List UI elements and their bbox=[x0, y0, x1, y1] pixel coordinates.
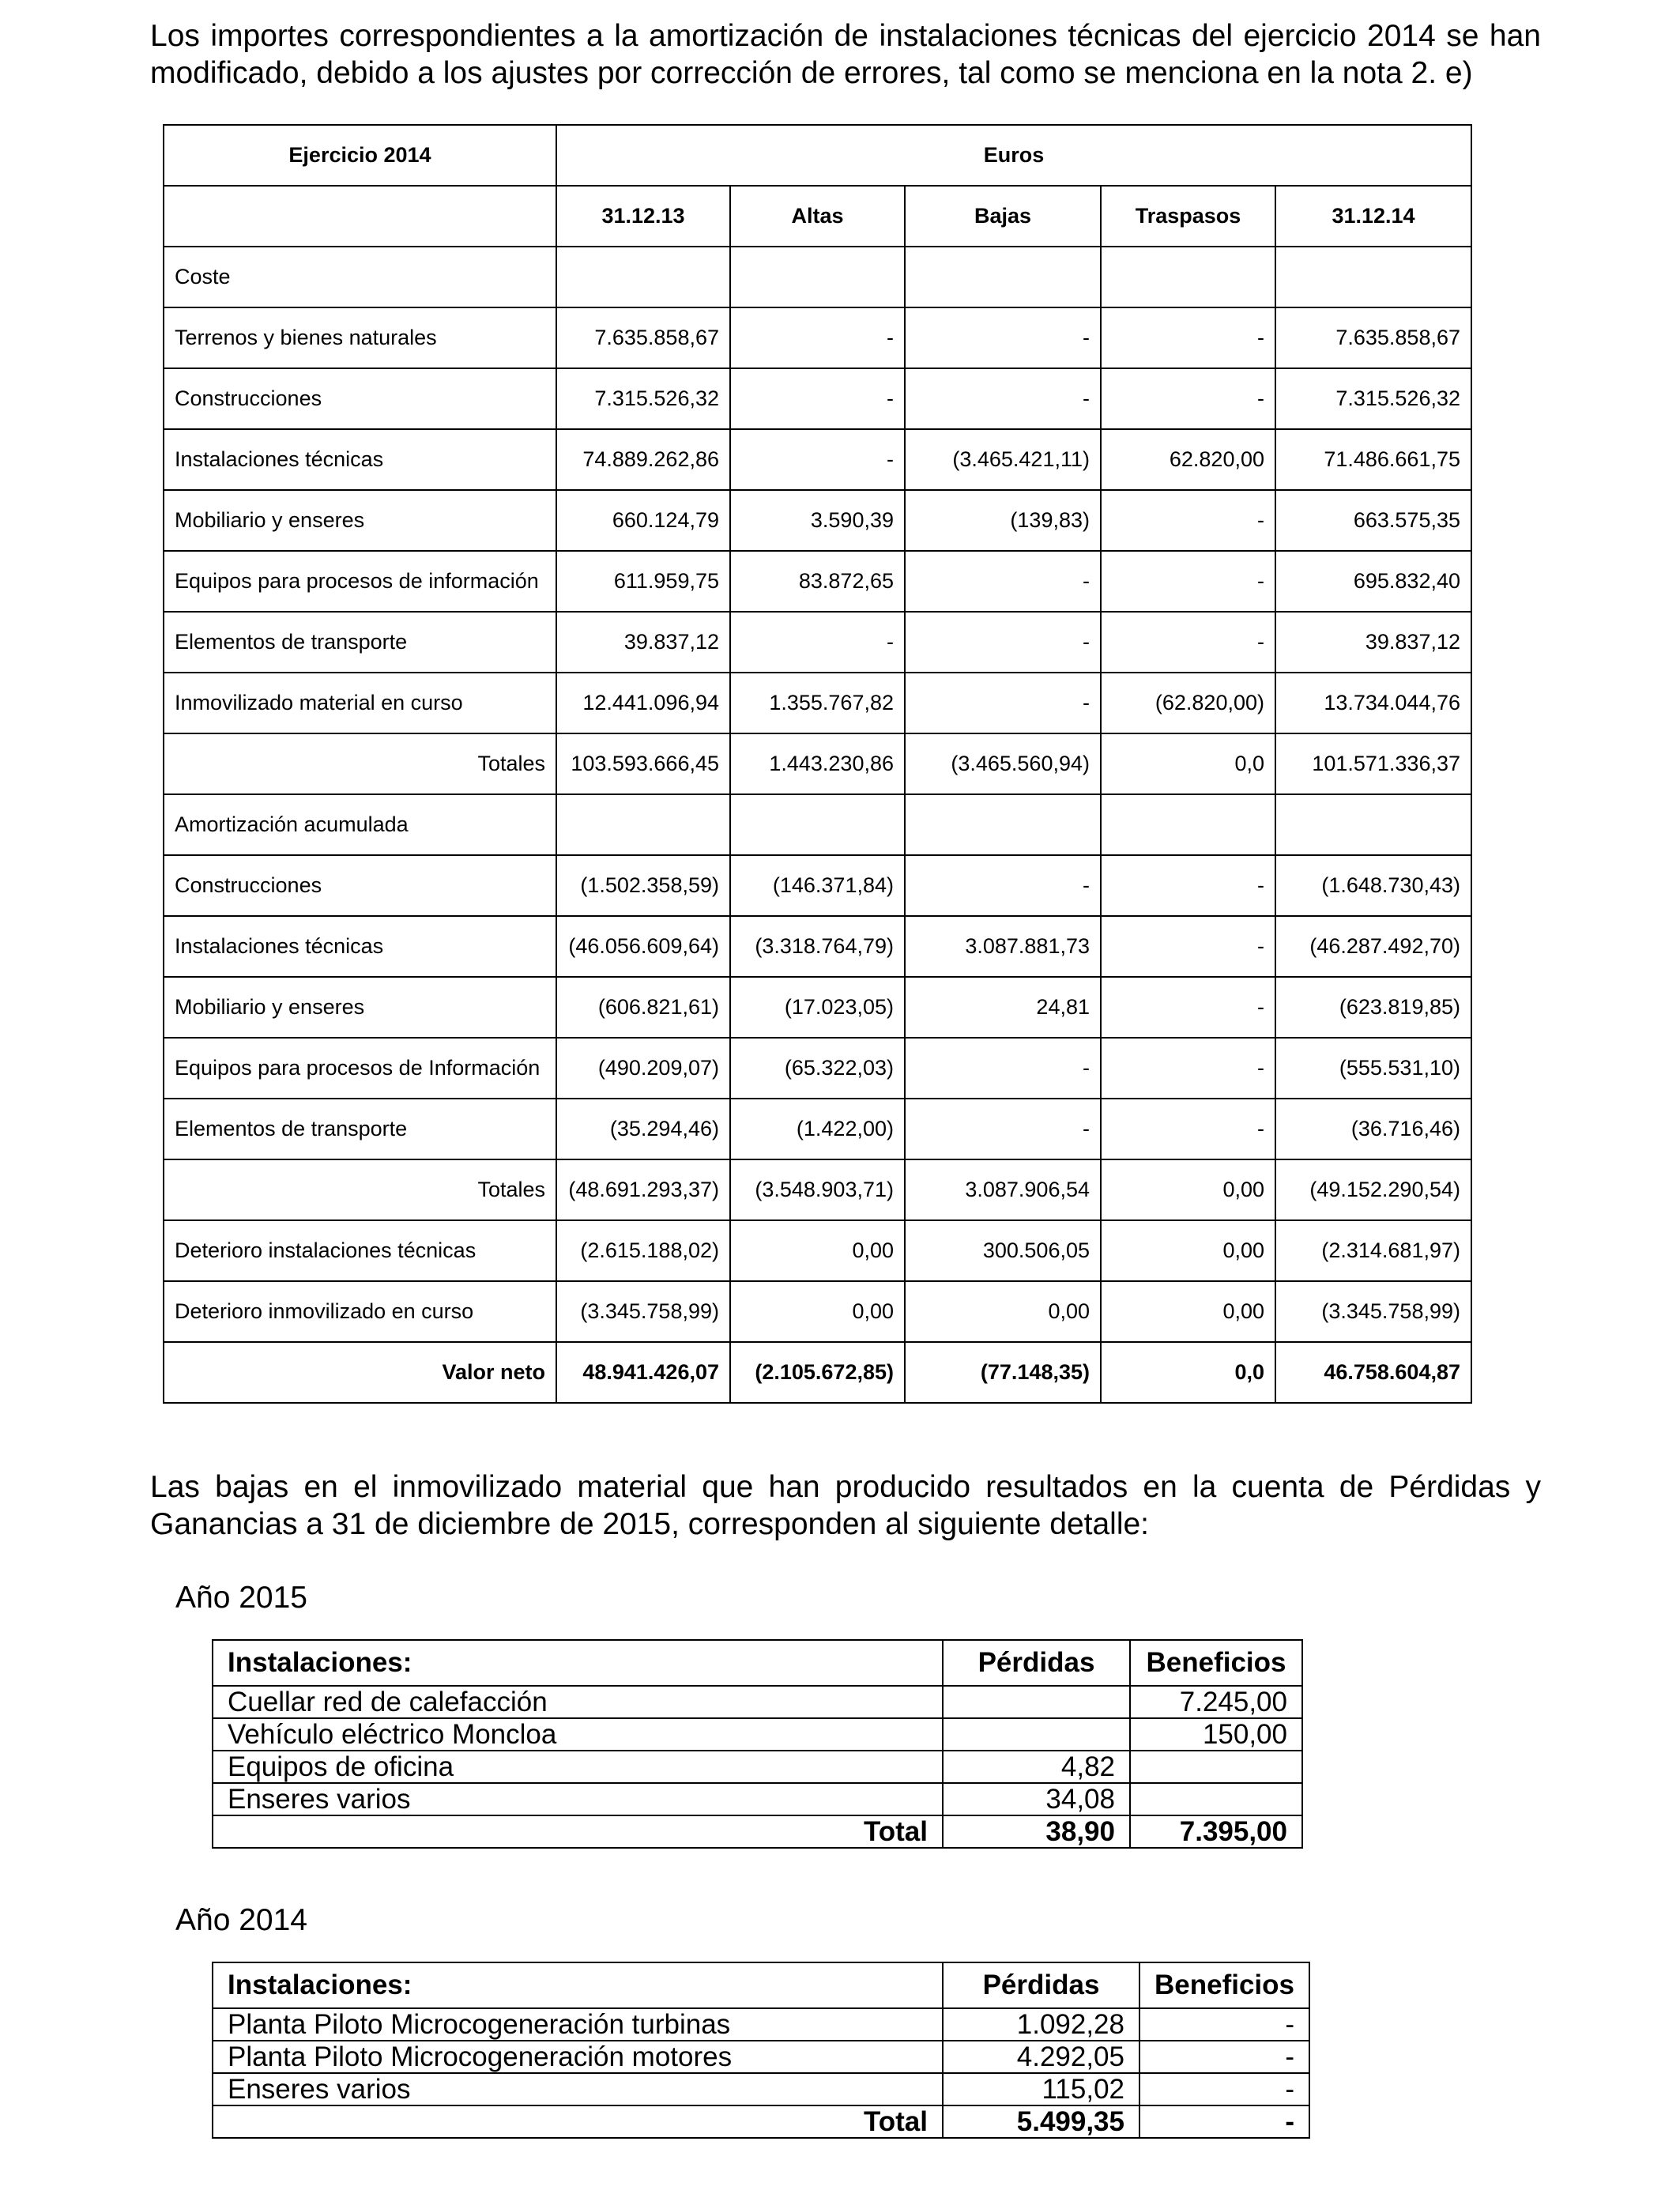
row-label: Deterioro inmovilizado en curso bbox=[164, 1281, 556, 1342]
row-label: Instalaciones técnicas bbox=[164, 916, 556, 977]
column-header: Instalaciones: bbox=[213, 1640, 943, 1686]
header-row bbox=[213, 1640, 1302, 1686]
empty-cell bbox=[556, 794, 730, 855]
value-cell: 611.959,75 bbox=[556, 551, 730, 612]
total-losses: 5.499,35 bbox=[943, 2105, 1139, 2138]
total-gains: - bbox=[1139, 2105, 1309, 2138]
row-label: Enseres varios bbox=[213, 2073, 943, 2105]
empty-cell bbox=[730, 247, 905, 307]
row-label: Construcciones bbox=[164, 368, 556, 429]
row-label: Elementos de transporte bbox=[164, 612, 556, 673]
losses-cell: 115,02 bbox=[943, 2073, 1139, 2105]
table-row bbox=[164, 673, 1471, 733]
gains-cell bbox=[1130, 1783, 1302, 1815]
value-cell: (46.287.492,70) bbox=[1275, 916, 1471, 977]
totals-value: (3.548.903,71) bbox=[730, 1159, 905, 1220]
row-label: Inmovilizado material en curso bbox=[164, 673, 556, 733]
table-row bbox=[164, 429, 1471, 490]
value-cell: (3.345.758,99) bbox=[1275, 1281, 1471, 1342]
header-row-title bbox=[164, 125, 1471, 186]
value-cell: 12.441.096,94 bbox=[556, 673, 730, 733]
asset-movement-table-body bbox=[164, 125, 1471, 1403]
net-value-cell: 48.941.426,07 bbox=[556, 1342, 730, 1403]
value-cell: (139,83) bbox=[905, 490, 1101, 551]
value-cell: (62.820,00) bbox=[1101, 673, 1275, 733]
value-cell: - bbox=[905, 1099, 1101, 1159]
total-losses: 38,90 bbox=[943, 1815, 1130, 1848]
empty-cell bbox=[1101, 794, 1275, 855]
table-row bbox=[164, 490, 1471, 551]
value-cell: 0,00 bbox=[1101, 1281, 1275, 1342]
value-cell: 39.837,12 bbox=[556, 612, 730, 673]
losses-cell: 4.292,05 bbox=[943, 2041, 1139, 2073]
value-cell: (1.648.730,43) bbox=[1275, 855, 1471, 916]
value-cell: 660.124,79 bbox=[556, 490, 730, 551]
value-cell: (36.716,46) bbox=[1275, 1099, 1471, 1159]
net-value-cell: (2.105.672,85) bbox=[730, 1342, 905, 1403]
value-cell: 71.486.661,75 bbox=[1275, 429, 1471, 490]
row-label: Mobiliario y enseres bbox=[164, 490, 556, 551]
table-row bbox=[164, 368, 1471, 429]
losses-cell bbox=[943, 1718, 1130, 1751]
value-cell: - bbox=[730, 612, 905, 673]
value-cell: - bbox=[1101, 307, 1275, 368]
section-heading-row bbox=[164, 794, 1471, 855]
empty-cell bbox=[1275, 794, 1471, 855]
value-cell: - bbox=[905, 673, 1101, 733]
value-cell: - bbox=[1101, 551, 1275, 612]
value-cell: 7.315.526,32 bbox=[556, 368, 730, 429]
value-cell: 3.590,39 bbox=[730, 490, 905, 551]
value-cell: - bbox=[905, 368, 1101, 429]
totals-value: 3.087.906,54 bbox=[905, 1159, 1101, 1220]
value-cell: 39.837,12 bbox=[1275, 612, 1471, 673]
value-cell: 7.315.526,32 bbox=[1275, 368, 1471, 429]
year-2014-heading: Año 2014 bbox=[175, 1903, 307, 1937]
section-heading: Coste bbox=[164, 247, 556, 307]
losses-cell: 34,08 bbox=[943, 1783, 1130, 1815]
value-cell: (3.318.764,79) bbox=[730, 916, 905, 977]
totals-value: 1.443.230,86 bbox=[730, 733, 905, 794]
table-row bbox=[213, 2073, 1309, 2105]
value-cell: 663.575,35 bbox=[1275, 490, 1471, 551]
totals-value: 103.593.666,45 bbox=[556, 733, 730, 794]
totals-value: 0,00 bbox=[1101, 1159, 1275, 1220]
table-row bbox=[164, 916, 1471, 977]
table-row bbox=[213, 1686, 1302, 1718]
losses-cell: 4,82 bbox=[943, 1751, 1130, 1783]
value-cell: 62.820,00 bbox=[1101, 429, 1275, 490]
gains-cell: 7.245,00 bbox=[1130, 1686, 1302, 1718]
value-cell: - bbox=[1101, 977, 1275, 1038]
disposals-2015-body bbox=[213, 1640, 1302, 1848]
value-cell: - bbox=[730, 368, 905, 429]
table-row bbox=[213, 2041, 1309, 2073]
currency-cell: Euros bbox=[556, 125, 1471, 186]
totals-value: (3.465.560,94) bbox=[905, 733, 1101, 794]
value-cell: (623.819,85) bbox=[1275, 977, 1471, 1038]
table-row bbox=[164, 1099, 1471, 1159]
value-cell: - bbox=[730, 307, 905, 368]
row-label: Equipos para procesos de Información bbox=[164, 1038, 556, 1099]
table-row bbox=[164, 977, 1471, 1038]
empty-cell bbox=[556, 247, 730, 307]
net-value-cell: 0,0 bbox=[1101, 1342, 1275, 1403]
value-cell: (146.371,84) bbox=[730, 855, 905, 916]
row-label: Planta Piloto Microcogeneración turbinas bbox=[213, 2008, 943, 2041]
row-label: Instalaciones técnicas bbox=[164, 429, 556, 490]
value-cell: 0,00 bbox=[1101, 1220, 1275, 1281]
value-cell: (35.294,46) bbox=[556, 1099, 730, 1159]
totals-label: Totales bbox=[164, 733, 556, 794]
value-cell: (1.422,00) bbox=[730, 1099, 905, 1159]
totals-row bbox=[164, 733, 1471, 794]
column-header: 31.12.14 bbox=[1275, 186, 1471, 247]
disposals-2014-table bbox=[212, 1962, 1310, 2139]
value-cell: (46.056.609,64) bbox=[556, 916, 730, 977]
row-label: Mobiliario y enseres bbox=[164, 977, 556, 1038]
column-header: Bajas bbox=[905, 186, 1101, 247]
impairment-row bbox=[164, 1220, 1471, 1281]
totals-label: Totales bbox=[164, 1159, 556, 1220]
empty-cell bbox=[164, 186, 556, 247]
disposals-paragraph: Las bajas en el inmovilizado material que han producido resultados en la cuenta de Pérdidas y Ganancias a 31 de diciembre de 2015, corresponden al siguiente detalle: bbox=[150, 1470, 1541, 1541]
value-cell: - bbox=[1101, 612, 1275, 673]
gains-cell: - bbox=[1139, 2041, 1309, 2073]
value-cell: (2.314.681,97) bbox=[1275, 1220, 1471, 1281]
column-header: 31.12.13 bbox=[556, 186, 730, 247]
value-cell: - bbox=[905, 307, 1101, 368]
table-row bbox=[164, 307, 1471, 368]
totals-value: (48.691.293,37) bbox=[556, 1159, 730, 1220]
column-header: Beneficios bbox=[1130, 1640, 1302, 1686]
section-heading-row bbox=[164, 247, 1471, 307]
row-label: Equipos para procesos de información bbox=[164, 551, 556, 612]
value-cell: (2.615.188,02) bbox=[556, 1220, 730, 1281]
column-header: Instalaciones: bbox=[213, 1962, 943, 2008]
value-cell: (65.322,03) bbox=[730, 1038, 905, 1099]
gains-cell: 150,00 bbox=[1130, 1718, 1302, 1751]
totals-value: (49.152.290,54) bbox=[1275, 1159, 1471, 1220]
table-row bbox=[164, 1038, 1471, 1099]
row-label: Planta Piloto Microcogeneración motores bbox=[213, 2041, 943, 2073]
table-row bbox=[164, 551, 1471, 612]
value-cell: - bbox=[730, 429, 905, 490]
row-label: Cuellar red de calefacción bbox=[213, 1686, 943, 1718]
losses-cell: 1.092,28 bbox=[943, 2008, 1139, 2041]
value-cell: 1.355.767,82 bbox=[730, 673, 905, 733]
column-header: Pérdidas bbox=[943, 1640, 1130, 1686]
column-header: Altas bbox=[730, 186, 905, 247]
intro-paragraph: Los importes correspondientes a la amortización de instalaciones técnicas del ejercicio 2014 se han modificado, debido a los ajustes por corrección de errores, tal como se menciona en la nota 2. e) bbox=[150, 19, 1541, 90]
value-cell: - bbox=[905, 1038, 1101, 1099]
header-row-columns bbox=[164, 186, 1471, 247]
net-value-row bbox=[164, 1342, 1471, 1403]
losses-cell bbox=[943, 1686, 1130, 1718]
row-label: Terrenos y bienes naturales bbox=[164, 307, 556, 368]
value-cell: (3.345.758,99) bbox=[556, 1281, 730, 1342]
gains-cell: - bbox=[1139, 2008, 1309, 2041]
value-cell: - bbox=[1101, 855, 1275, 916]
empty-cell bbox=[1275, 247, 1471, 307]
section-heading: Amortización acumulada bbox=[164, 794, 556, 855]
table-row bbox=[213, 2008, 1309, 2041]
value-cell: - bbox=[1101, 916, 1275, 977]
value-cell: - bbox=[1101, 1038, 1275, 1099]
totals-value: 0,0 bbox=[1101, 733, 1275, 794]
row-label: Construcciones bbox=[164, 855, 556, 916]
year-2015-heading: Año 2015 bbox=[175, 1581, 307, 1615]
row-label: Vehículo eléctrico Moncloa bbox=[213, 1718, 943, 1751]
value-cell: 7.635.858,67 bbox=[1275, 307, 1471, 368]
value-cell: 74.889.262,86 bbox=[556, 429, 730, 490]
totals-row bbox=[164, 1159, 1471, 1220]
value-cell: - bbox=[1101, 1099, 1275, 1159]
row-label: Deterioro instalaciones técnicas bbox=[164, 1220, 556, 1281]
value-cell: 3.087.881,73 bbox=[905, 916, 1101, 977]
value-cell: (555.531,10) bbox=[1275, 1038, 1471, 1099]
value-cell: (606.821,61) bbox=[556, 977, 730, 1038]
asset-movement-table bbox=[163, 124, 1472, 1404]
value-cell: (1.502.358,59) bbox=[556, 855, 730, 916]
empty-cell bbox=[1101, 247, 1275, 307]
value-cell: 0,00 bbox=[730, 1220, 905, 1281]
column-header: Pérdidas bbox=[943, 1962, 1139, 2008]
value-cell: 0,00 bbox=[730, 1281, 905, 1342]
empty-cell bbox=[730, 794, 905, 855]
total-label: Total bbox=[213, 2105, 943, 2138]
exercise-title-cell: Ejercicio 2014 bbox=[164, 125, 556, 186]
table-row bbox=[164, 855, 1471, 916]
row-label: Elementos de transporte bbox=[164, 1099, 556, 1159]
row-label: Enseres varios bbox=[213, 1783, 943, 1815]
value-cell: 24,81 bbox=[905, 977, 1101, 1038]
value-cell: - bbox=[905, 551, 1101, 612]
empty-cell bbox=[905, 794, 1101, 855]
table-row bbox=[213, 1751, 1302, 1783]
net-value-cell: (77.148,35) bbox=[905, 1342, 1101, 1403]
value-cell: 83.872,65 bbox=[730, 551, 905, 612]
value-cell: 695.832,40 bbox=[1275, 551, 1471, 612]
net-value-cell: 46.758.604,87 bbox=[1275, 1342, 1471, 1403]
value-cell: - bbox=[1101, 368, 1275, 429]
column-header: Beneficios bbox=[1139, 1962, 1309, 2008]
table-row bbox=[213, 1718, 1302, 1751]
empty-cell bbox=[905, 247, 1101, 307]
column-header: Traspasos bbox=[1101, 186, 1275, 247]
value-cell: 13.734.044,76 bbox=[1275, 673, 1471, 733]
value-cell: - bbox=[905, 612, 1101, 673]
value-cell: (3.465.421,11) bbox=[905, 429, 1101, 490]
totals-value: 101.571.336,37 bbox=[1275, 733, 1471, 794]
net-value-label: Valor neto bbox=[164, 1342, 556, 1403]
impairment-row bbox=[164, 1281, 1471, 1342]
value-cell: 300.506,05 bbox=[905, 1220, 1101, 1281]
value-cell: (17.023,05) bbox=[730, 977, 905, 1038]
gains-cell bbox=[1130, 1751, 1302, 1783]
value-cell: 7.635.858,67 bbox=[556, 307, 730, 368]
row-label: Equipos de oficina bbox=[213, 1751, 943, 1783]
total-row bbox=[213, 1815, 1302, 1848]
total-gains: 7.395,00 bbox=[1130, 1815, 1302, 1848]
total-label: Total bbox=[213, 1815, 943, 1848]
disposals-2014-body bbox=[213, 1962, 1309, 2138]
total-row bbox=[213, 2105, 1309, 2138]
value-cell: - bbox=[905, 855, 1101, 916]
table-row bbox=[213, 1783, 1302, 1815]
header-row bbox=[213, 1962, 1309, 2008]
gains-cell: - bbox=[1139, 2073, 1309, 2105]
table-row bbox=[164, 612, 1471, 673]
value-cell: 0,00 bbox=[905, 1281, 1101, 1342]
value-cell: (490.209,07) bbox=[556, 1038, 730, 1099]
disposals-2015-table bbox=[212, 1639, 1303, 1849]
value-cell: - bbox=[1101, 490, 1275, 551]
